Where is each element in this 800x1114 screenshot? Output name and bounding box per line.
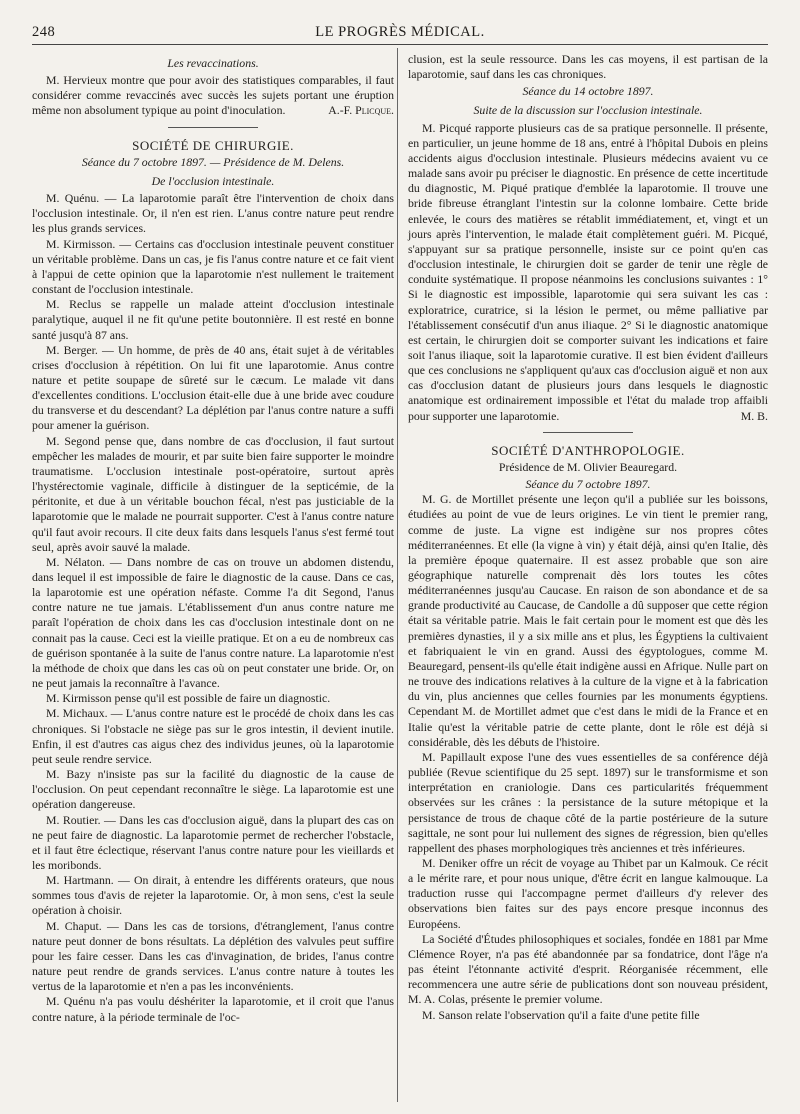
paragraph: M. Reclus se rappelle un malade atteint d'occlusion intestinale paralytique, auquel il ne fit qu'une petite boutonnière. Il est resté en bonne santé jusqu'à 87 ans. — [32, 297, 394, 342]
page-number: 248 — [32, 24, 56, 40]
column-divider — [397, 48, 398, 1102]
topic-title: Suite de la discussion sur l'occlusion intestinale. — [473, 103, 703, 118]
session-line: Séance du 7 octobre 1897. — Présidence de M. Delens. — [81, 154, 345, 169]
paragraph: M. Picqué rapporte plusieurs cas de sa pratique personnelle. Il présente, en particulier, un jeune homme de 18 ans, entré à l'hôpital Dubois en pleins accidents aigus d'occlusion intestinale. Plusieurs médecins avaient vu ce malade sans avoir pu préciser le diagnostic. En présence de cette incertitude du diagnostic, M. Piqué pratique d'emblée la laparotomie. Il trouve une bride fibreuse étranglant l'intestin sur la colonne lombaire. Cette bride enlevée, le cours des matières se rétablit immédiatement, et, vingt et un jours après l'intervention, le malade était complètement guéri. M. Picqué, s'appuyant sur sa pratique personnelle, insiste sur ce point qu'en cas d'occlusion intestinale, le chirurgien doit se garder de tenir une règle de conduite systématique. Il propose néanmoins les conclusions suivantes : 1° Si le diagnostic est impossible, laparotomie qui sera suivant les cas : exploratrice, curatrice, si la lésion le permet, ou même palliative par l'établissement consécutif d'un anus iliaque. 2° Si le diagnostic anatomique est certain, le chirurgien doit se comporter suivant les indications et faire soit l'anus iliaque, soit la laparotomie curative. Il est bien évident d'ailleurs que ces conclusions ne s'appliquent qu'aux cas d'occlusion aiguë et non aux cas d'occlusion datant de plusieurs jours dans lesquels le diagnostic anatomique est ordinairement impossible et l'état du malade trop affaibli pour supporter une laparotomie. M. B. — [408, 120, 768, 423]
paragraph: M. Hartmann. — On dirait, à entendre les différents orateurs, que nous sommes tous d'avis de rejeter la laparotomie. Or, à mon sens, c'est la seule opération à choisir. — [32, 873, 394, 918]
session-line: Séance du 7 octobre 1897. — [525, 477, 651, 492]
paragraph: M. Sanson relate l'observation qu'il a faite d'une petite fille — [422, 1007, 700, 1022]
society-heading: SOCIÉTÉ D'ANTHROPOLOGIE. — [491, 442, 685, 458]
right-column — [408, 52, 768, 1023]
paragraph-continuation: clusion, est la seule ressource. Dans les cas moyens, il est partisan de la laparotomie, sauf dans les cas chroniques. — [408, 52, 768, 82]
session-line: Séance du 14 octobre 1897. — [522, 84, 654, 99]
presidency-line: Présidence de M. Olivier Beauregard. — [498, 459, 678, 474]
topic-title: De l'occlusion intestinale. — [151, 173, 275, 188]
paragraph: M. Nélaton. — Dans nombre de cas on trouve un abdomen distendu, dans lequel il est impossible de faire le diagnostic de la cause. Dans ce cas, la laparotomie est une opération néfaste. Comme l'a dit Segond, l'anus contre nature ne tue jamais. L'établissement d'un anus contre nature me paraît l'opération de choix dans les cas d'occlusion intestinale dont on ne connait pas la cause. Ceci est la vieille pratique. Et on a eu de nombreux cas de guérison spontanée à la suite de l'anus contre nature. La laparotomie n'est la méthode de choix que dans les cas où on peut constater une bride. Or, on ne peut jamais la reconnaître à l'avance. — [32, 554, 394, 691]
paragraph: M. Kirmisson. — Certains cas d'occlusion intestinale peuvent constituer un véritable problème. Dans un cas, je fis l'anus contre nature et ce fait vient à l'appui de cette opinion que la laparotomie n'est nullement le traitement constant de l'occlusion intestinale. — [32, 236, 394, 297]
paragraph: M. Bazy n'insiste pas sur la facilité du diagnostic de la cause de l'occlusion. On peut cependant reconnaître le siège. La laparotomie est une opération dangereuse. — [32, 767, 394, 812]
paragraph: M. G. de Mortillet présente une leçon qu'il a publiée sur les boissons, étudiées au point de vue de leurs origines. Le vin tient le premier rang, comme de juste. La vigne est indigène sur nos propres côtes méditerranéennes. Et elle (la vigne à vin) y était déjà, ainsi qu'en Italie, dès la première époque quaternaire. Il est assez probable que son aire géographique naturelle comprenait dès lors toutes les côtes méditerranéennes jusqu'au Caucase. En raison de son abondance et de sa grande productivité au Caucase, de Candolle a dû supposer que cette région était sa véritable patrie. Mais le fait certain pour le moment est que dès les premières dynasties, il y a six mille ans et plus, les Égyptiens la cultivaient et fabriquaient le vin en grand. Aussi des égyptologues, comme M. Beauregard, pensent-ils qu'elle était indigène aussi en Afrique. Nulle part on ne trouve des indications relatives à la culture de la vigne et à la fabrication du vin, plus anciennes que celles fournies par les monuments égyptiens. Cependant M. de Mortillet admet que c'est dans le midi de la France et en Italie qu'est la véritable patrie de cette plante, dont le rôle est déjà si considérable, dès les débuts de l'histoire. — [408, 492, 768, 749]
paragraph: M. Routier. — Dans les cas d'occlusion aiguë, dans la plupart des cas on ne peut faire de diagnostic. La laparotomie permet de rechercher l'obstacle, et il faut être éclectique, réservant l'anus contre nature pour les vieillards et les moribonds. — [32, 812, 394, 872]
paragraph: M. Quénu n'a pas voulu déshériter la laparotomie, et il croit que l'anus contre nature, à la période terminale de l'oc- — [32, 994, 394, 1024]
paragraph: M. Papillault expose l'une des vues essentielles de sa conférence déjà publiée (Revue scientifique du 25 sept. 1897) sur le transformisme et son interprétation en craniologie. Dans ces particularités fréquemment observées sur les crânes : la persistance de la suture métopique et la persistance de trous de chaque côté de la partie postérieure de la suture sagittale, ne sont pour lui nullement des signes de régression, bien qu'elles rappellent des phases morphologiques très anciennes et très inférieures. — [408, 749, 768, 855]
separator-rule — [543, 432, 633, 433]
separator-rule — [168, 127, 258, 128]
paragraph: La Société d'Études philosophiques et sociales, fondée en 1881 par Mme Clémence Royer, n'a pas été abandonnée par sa fondatrice, dont l'âge n'a pas éteint l'étonnante activité d'esprit. Réorganisée récemment, elle recommencera une autre série de publications dont son nouveau président, M. A. Colas, présente le premier volume. — [408, 931, 768, 1007]
paragraph: M. Chaput. — Dans les cas de torsions, d'étranglement, l'anus contre nature peut donner de bons résultats. La déplétion des valvules peut suffire pour les faire cesser. Dans les cas d'invagination, de brides, l'anus contre nature peut rendre de grands services. L'anus contre nature à toutes les vertus de la laparotomie et n'en a pas les inconvénients. — [32, 918, 394, 994]
paragraph: M. Berger. — Un homme, de près de 40 ans, était sujet à de véritables crises d'occlusion à répétition. On lui fit une laparotomie. Anus contre nature et petite soupape de sûreté sur le cæcum. Le malade vit dans d'excellentes conditions. L'occlusion était-elle due à une bride avec coudure du transverse et du descendant? La déplétion par l'anus contre nature a suffi pour amener la guérison. — [32, 342, 394, 433]
signature: M. B. — [740, 408, 768, 423]
paragraph: M. Hervieux montre que pour avoir des statistiques comparables, il faut considérer comme revaccinés avec succès les sujets portant une éruption même non absolument typique au point d'inoculation. A.-F. Plicque. — [32, 73, 394, 118]
paragraph: M. Deniker offre un récit de voyage au Thibet par un Kalmouk. Ce récit a le mérite rare, et pour nous unique, d'être écrit en langue kalmouque. La traduction russe qui l'accompagne permet d'ailleurs d'y relever des observations bien faites sur des pays encore presque inconnus des Européens. — [408, 855, 768, 931]
paragraph: M. Kirmisson pense qu'il est possible de faire un diagnostic. — [46, 691, 331, 706]
running-header — [32, 22, 768, 45]
society-heading: SOCIÉTÉ DE CHIRURGIE. — [132, 137, 294, 153]
paragraph: M. Michaux. — L'anus contre nature est le procédé de choix dans les cas chroniques. Si l'obstacle ne siège pas sur le gros intestin, il devient inutile. Enfin, il est d'autres cas aigus chez des individus jeunes, où la laparotomie peut seule rendre service. — [32, 706, 394, 766]
paragraph: M. Quénu. — La laparotomie paraît être l'intervention de choix dans l'occlusion intestinale. Or, il n'en est rien. L'anus contre nature peut rendre les plus grands services. — [32, 191, 394, 236]
left-column — [32, 52, 394, 1025]
section-subtitle: Les revaccinations. — [167, 56, 259, 70]
signature: A.-F. Plicque. — [328, 103, 394, 118]
paragraph: M. Segond pense que, dans nombre de cas d'occlusion, il faut surtout empêcher les malades de mourir, et par suite bien faire supporter le moindre traumatisme. L'occlusion intestinale post-opératoire, surtout après l'hystérectomie vaginale, difficile à distinguer de la septicémie, de la péritonite, et due à un véritable bouchon fécal, n'est pas justiciable de la laparotomie que le malade ne pourrait supporter. C'est à l'anus contre nature qu'il faut avoir recours. Il cite deux faits dans lesquels l'anus s'est fermé tout seul, après avoir sauvé la malade. — [32, 433, 394, 554]
journal-title: LE PROGRÈS MÉDICAL. — [315, 24, 485, 40]
